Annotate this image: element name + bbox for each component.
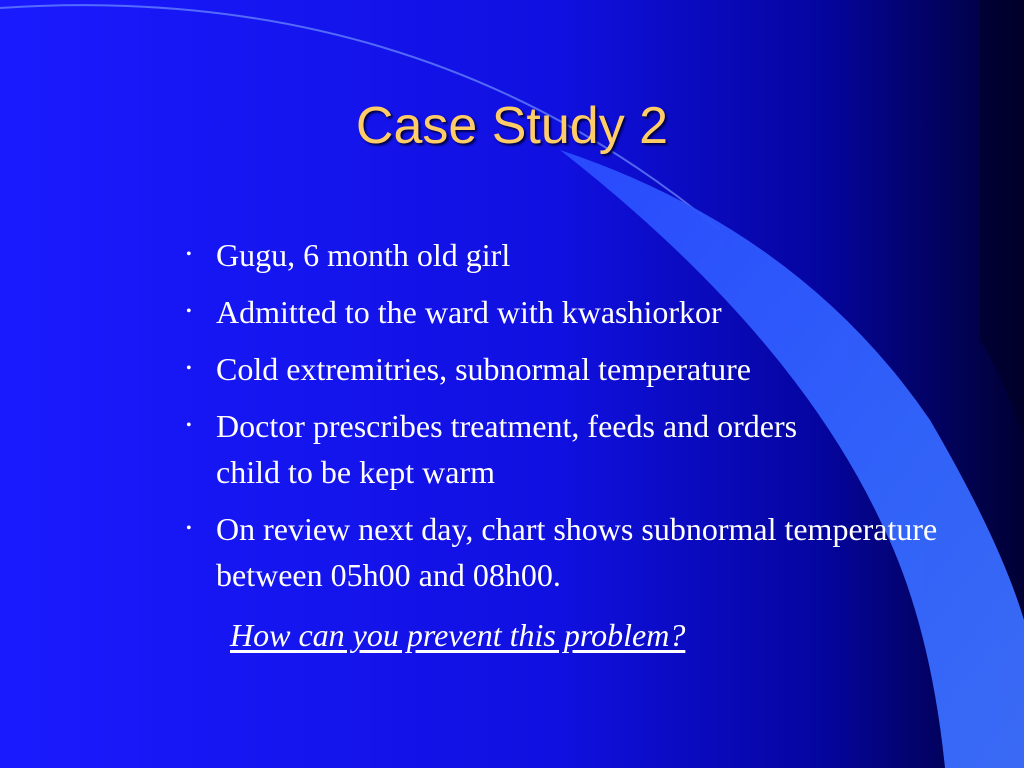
bullet-icon: • [186, 417, 192, 434]
bullet-text: Doctor prescribes treatment, feeds and orders child to be kept warm [216, 408, 798, 490]
bullet-icon: • [186, 360, 192, 377]
bullet-text: Cold extremitries, subnormal temperature [216, 351, 751, 387]
bullet-text: Admitted to the ward with kwashiorkor [216, 294, 722, 330]
bullet-text: Gugu, 6 month old girl [216, 237, 511, 273]
bullet-icon: • [186, 520, 192, 537]
bullet-list [186, 232, 938, 609]
bullet-item [186, 289, 926, 335]
question-text: How can you prevent this problem? [230, 617, 686, 653]
bullet-item [186, 346, 926, 392]
bullet-item [186, 403, 866, 495]
bullet-item [186, 232, 926, 278]
bullet-text: On review next day, chart shows subnormal temperature between 05h00 and 08h00. [216, 511, 938, 593]
bullet-icon: • [186, 303, 192, 320]
bullet-item [186, 506, 956, 598]
slide-title: Case Study 2 [355, 97, 669, 155]
bullet-icon: • [186, 246, 192, 263]
